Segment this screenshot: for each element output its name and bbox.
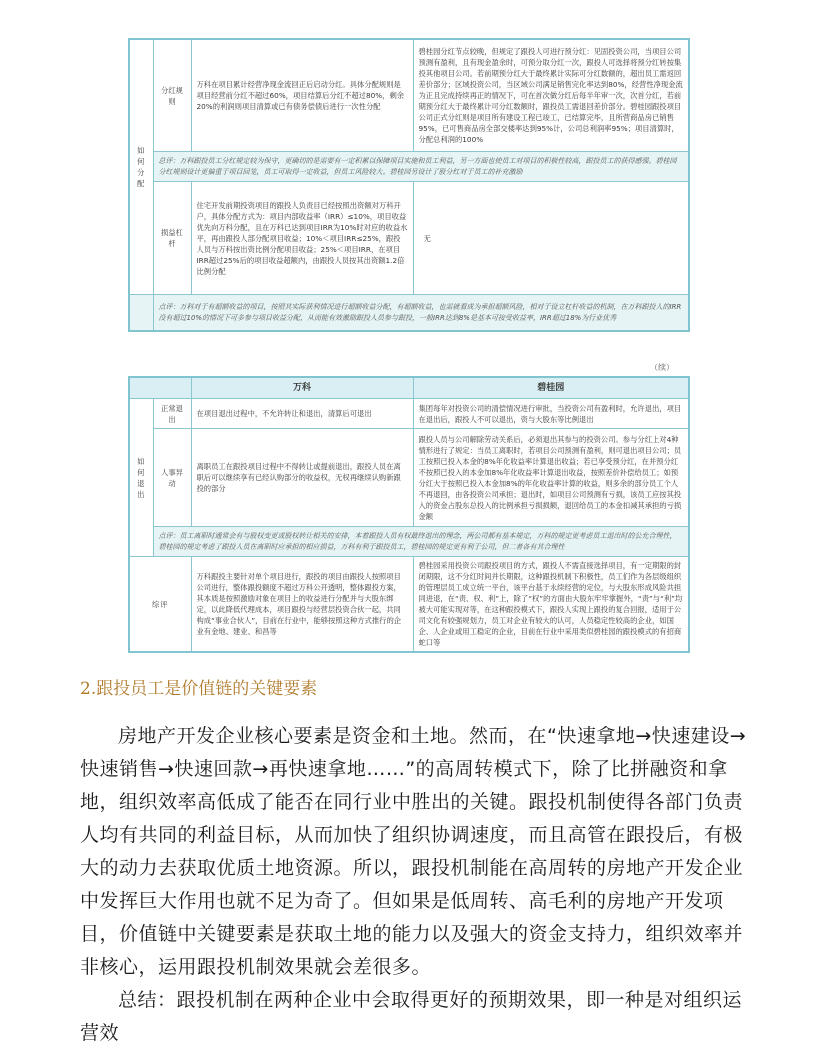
bgy-summary: 碧桂园采用投资公司跟投项目的方式，跟投人不需直接选择项目，有一定期限的封闭期限，这不分红时间并长期限，这种跟投机制下积极性，员工们作为各层级组织的管理层员工成立统一平台，该平台基于永续经营的定位，与大股东形成风险共担同进退，在“责、权、利”上，除了“权”的方面由大股东牢牢掌握外，“责”与“利”均被大可能实现对等，在这种跟投模式下，跟投人实现上跟投的复合回报，适用于公司文化有较强规划力，员工对企业有较大的认可，人员稳定性较高的企业，如国企、人企业或用工稳定的企业，目前在行业中采用类似碧桂园的跟投模式的有招商蛇口等 (413, 557, 689, 653)
bgy-leverage: 无 (413, 182, 689, 295)
note-leverage-text: 点评：万科对于有超额收益的项目，按照其实际获利情况进行超额收益分配，有超额收益，也需就看成为承担超额风险，相对于设立杠杆收益的机制，在万科跟投人的IRR没有超过10%的情况下可多参与项目收益分配，从而能有效激励跟投人员参与跟投，一般IRR达到8%是基本可接受收益率，IRR超过18%为行业优秀 (158, 303, 682, 322)
note-leverage-spacer (129, 295, 153, 331)
header-bgy: 碧桂园 (413, 377, 689, 399)
row-label-normal-exit: 正常退出 (153, 399, 191, 429)
row-label-dividend-rules: 分红规则 (153, 39, 191, 152)
table-top (128, 38, 690, 332)
vanke-normal-exit: 在项目退出过程中，不允许转让和退出，清算后可退出 (191, 399, 413, 429)
note-exit-text: 点评：员工离职时通常会有与股权变更或股权转让相关的安排，本着跟投人员有权最终退出的理念，两公司都有基本规定，万科的规定更考虑员工退出时的公允合理性，碧桂园的规定考虑了跟投人员在离职时应承担的相应损益，万科有利于跟投员工，碧桂园的规定更有利于公司，但二者各有其合理性 (158, 532, 677, 551)
note-dividend-text: 总评：万科跟投员工分红规定较为保守，更确切的是需要有一定积累以保障项目实施和员工利益，另一方面也使员工对项目的积极性较高，跟投员工的获得感强。碧桂园分红规则设计更偏重于项目回笼，员工可取得一定收益，但员工风险较大。碧桂园另设计了股分红对于员工的补充激励 (158, 157, 677, 176)
note-exit (153, 527, 689, 557)
vanke-leverage: 住宅开发前期投资项目的跟投人负责目已经按照出资额对万科开户，具体分配方式为：项目内部收益率（IRR）≤10%，项目收益优先向万科分配，且在万科已达到项目IRR为10%时对应的收益水平，再由跟投人部分配项目收益；10%＜项目IRR≤25%，跟投人员与万科按出资比例分配项目收益；25%＜项目IRR，在项目IRR超过25%后的项目收益超额内，由跟投人员按其出资额1.2倍比例分配 (191, 182, 413, 295)
category-how-to-distribute: 如何分配 (129, 39, 153, 295)
note-leverage (153, 295, 689, 331)
vanke-summary: 万科跟投主要针对单个项目进行，跟投的项目由跟投人按照项目公司进行，整体跟投额度不超过万科公开透明，整体跟投方案，其本质是按照激励对象在项目上的收益进行分配并与大股东绑定，以此降低代理成本，项目跟投与经营层投资合伙一起，共同构成“事业合伙人”，目前在行业中，能够按照这种方式推行的企业有金地、建业、和昌等 (191, 557, 413, 653)
note-dividend (153, 152, 689, 182)
category-how-to-exit: 如何退出 (129, 399, 153, 557)
continued-label: （续） (650, 363, 674, 372)
row-label-personnel-change: 人事异动 (153, 429, 191, 527)
table-bottom (128, 376, 690, 653)
header-vanke: 万科 (191, 377, 413, 399)
bgy-normal-exit: 集团每年对投资公司的清偿情况进行审批，当投资公司有盈利时，允许退出，项目在退出后，跟投人不可以退出，资与大股东等比例退出 (413, 399, 689, 429)
body-paragraph-2: 总结：跟投机制在两种企业中会取得更好的预期效果，即一种是对组织运营效 (80, 989, 743, 1044)
row-label-leverage: 损益杠杆 (153, 182, 191, 295)
bgy-dividend-rules: 碧桂园分红节点较晚，但规定了跟投人可进行预分红：见固投资公司，当项目公司预测有盈利，且有现金盈余时，可预分取分红一次，跟投人可选择将预分红转按集投其他项目公司。若前期预分红大于最终累计实际可分红数额的，超出员工需返回差价部分；区域投资公司，当区域公司满足销售完化率达到80%，经营性净现金流为正且完成持续再正的情况下，可在首次做分红后每半年审一次，次首分红，若前期预分红大于最终累计可分红数额时，跟投员工需退回差价部分。碧桂园跟投项目公司正式分红则是项目所有建设工程已竣工，已结算完毕，且所营商品房已销售95%，已可售商品房全部交楼率达到95%计，公司总利润率95%；项目清算时，分配总利润的100% (413, 39, 689, 152)
section-heading: 2.跟投员工是价值链的关键要素 (80, 679, 318, 699)
header-blank (129, 377, 191, 399)
vanke-personnel-change: 离职员工在跟投项目过程中不得转让或提前退出，跟投人员在离职后可以继续享有已经认购部分的收益权，无权再继续认购新跟投的部分 (191, 429, 413, 527)
vanke-dividend-rules: 万科在项目累计经营净现金流回正后启动分红。具体分配规则是项目经营前分红不超过60%，项目结算后分红不超过80%，剩余20%的利润则项目清算或已有债务偿债后进行一次性分配 (191, 39, 413, 152)
body-paragraph-1: 房地产开发企业核心要素是资金和土地。然而，在“快速拿地→快速建设→快速销售→快速回款→再快速拿地……”的高周转模式下，除了比拼融资和拿地，组织效率高低成了能否在同行业中胜出的关键。跟投机制使得各部门负责人均有共同的利益目标，从而加快了组织协调速度，而且高管在跟投后，有极大的动力去获取优质土地资源。所以，跟投机制能在高周转的房地产开发企业中发挥巨大作用也就不足为奇了。但如果是低周转、高毛利的房地产开发项目，价值链中关键要素是获取土地的能力以及强大的资金支持力，组织效率并非核心，运用跟投机制效果就会差很多。 (80, 725, 747, 978)
row-label-summary: 综评 (129, 557, 191, 653)
bgy-personnel-change: 跟投人员与公司解除劳动关系后，必须退出其参与的投资公司。参与分红上对4种情形进行了规定：当员工离职时，若项目公司预测有盈利，则可退出项目公司；员工按照已投入本金的8%年化收益率计算退出收益；若已享受预分红，在并预分红不按照已投入的本金加8%年化收益率计算退出收益，按照差价补偿给员工；如预分红大于按照已投入本金加8%的年化收益率计算的收益，则多余的部分员工个人不再退回，由各投资公司承担；退出时，如项目公司预测有亏损，该员工应按其投入的资金占股东总投入的比例承担亏损损额，退回给员工的本金扣减其承担的亏损金额 (413, 429, 689, 527)
